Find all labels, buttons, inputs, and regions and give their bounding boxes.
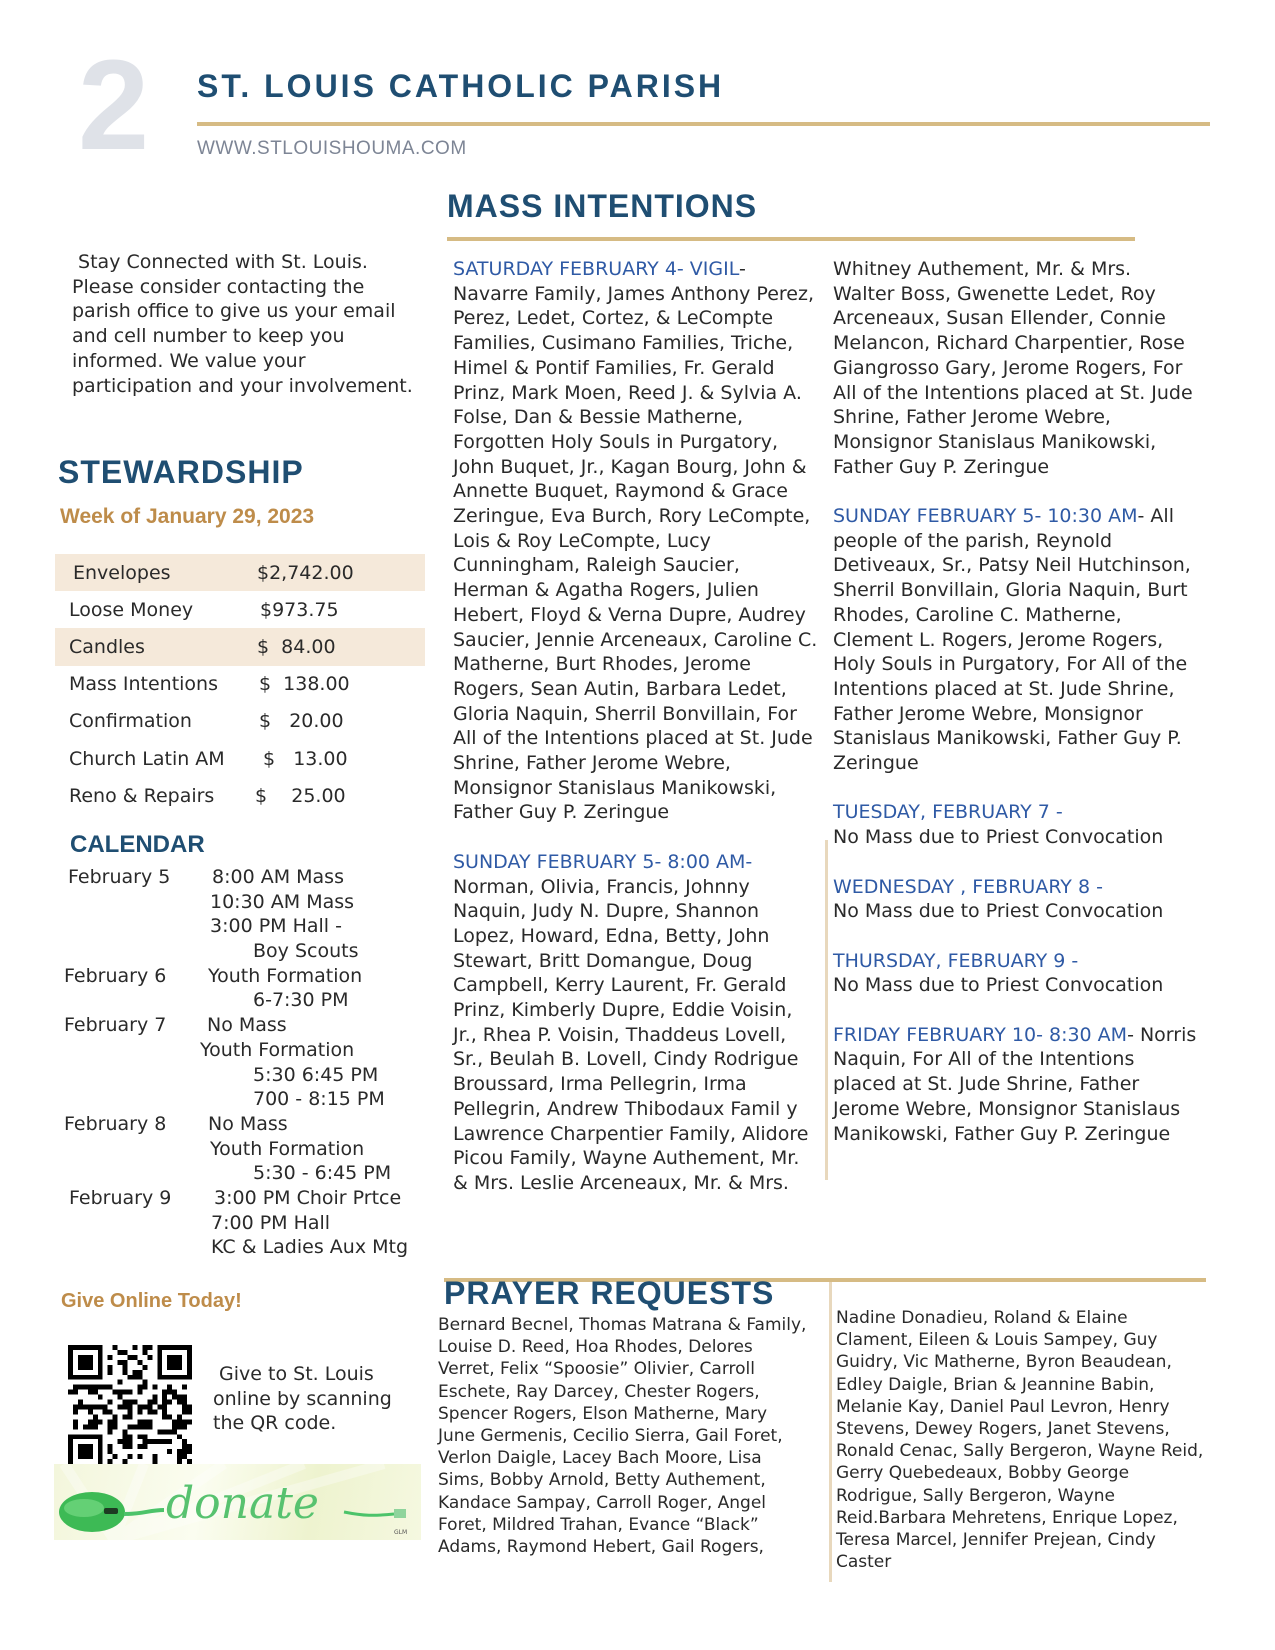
calendar-date: February 9 [69, 1186, 172, 1209]
stewardship-amount: $ 25.00 [255, 784, 346, 807]
intention-names: No Mass due to Priest Convocation [833, 974, 1164, 997]
calendar-event: No Mass [207, 1014, 287, 1037]
stewardship-row [55, 740, 425, 777]
calendar-line [62, 1087, 432, 1112]
stewardship-amount: $ 20.00 [259, 710, 344, 733]
column-divider [825, 840, 828, 1180]
intention-names: No Mass due to Priest Convocation [833, 826, 1164, 849]
stewardship-label: Envelopes [73, 561, 171, 584]
stewardship-row [55, 628, 425, 665]
stewardship-label: Mass Intentions [69, 673, 218, 696]
intention-day: SUNDAY FEBRUARY 5- 10:30 AM [833, 505, 1138, 528]
calendar-event: Boy Scouts [253, 940, 359, 963]
stewardship-table [55, 554, 425, 814]
prayer-requests-heading: PRAYER REQUESTS [444, 1275, 775, 1311]
stewardship-label: Candles [69, 635, 145, 658]
intention-day: TUESDAY, FEBRUARY 7 - [833, 801, 1063, 824]
calendar-line [62, 1186, 432, 1211]
intention-day: SATURDAY FEBRUARY 4- VIGIL [453, 258, 739, 280]
prayer-requests-column-1: Bernard Becnel, Thomas Matrana & Family, Louise D. Reed, Hoa Rhodes, Delores Verret, Felix “Spoosie” Olivier, Carroll Eschete, Ray Darcey, Chester Rogers, Spencer Rogers, Elson Matherne, Mary June Germenis, Cecilio Sierra, Gail Foret, Verlon Daigle, Lacey Bach Moore, Lisa Sims, Bobby Arnold, Betty Authement, Kandace Sampay, Carroll Roger, Angel Foret, Mildred Trahan, Evance “Black” Adams, Raymond Hebert, Gail Rogers, [438, 1315, 807, 1558]
intention-day: WEDNESDAY , FEBRUARY 8 - [833, 875, 1103, 898]
calendar-event: 3:00 PM Choir Prtce [214, 1186, 402, 1209]
calendar-heading: CALENDAR [70, 831, 205, 858]
calendar-line [62, 1235, 432, 1260]
intention-names: - Navarre Family, James Anthony Perez, Perez, Ledet, Cortez, & LeCompte Families, Cusimano Families, Triche, Himel & Pontif Families, Fr. Gerald Prinz, Mark Moen, Reed J. & Sylvia A. Folse, Dan & Bessie Matherne, Forgotten Holy Souls in Purgatory, John Buquet, Jr., Kagan Bourg, John & Annette Buquet, Raymond & Grace Zeringue, Eva Burch, Rory LeCompte, Lois & Roy LeCompte, Lucy Cunningham, Raleigh Saucier, Herman & Agatha Rogers, Julien Hebert, Floyd & Verna Dupre, Audrey Saucier, Jennie Arceneaux, Caroline C. Matherne, Burt Rhodes, Jerome Rogers, Sean Autin, Barbara Ledet, Gloria Naquin, Sherril Bonvillain, For All of the Intentions placed at St. Jude Shrine, Father Jerome Webre, Monsignor Stanislaus Manikowski, Father Guy P. Zeringue [453, 258, 818, 824]
title-divider [197, 122, 1210, 126]
stay-connected-text: Stay Connected with St. Louis. Please consider contacting the parish office to give us your email and cell number to keep you informed. We value your participation and your involvement. [72, 251, 413, 397]
calendar-line [62, 1038, 432, 1063]
intention-block [833, 504, 1198, 776]
intention-block [453, 850, 818, 1196]
stewardship-row [55, 777, 425, 814]
stewardship-week: Week of January 29, 2023 [60, 505, 315, 528]
stewardship-label: Confirmation [69, 710, 192, 733]
stewardship-row [55, 666, 425, 703]
calendar-event: 3:00 PM Hall - [210, 915, 342, 938]
stewardship-amount: $ 84.00 [257, 635, 336, 658]
intention-names: - Norris Naquin, For All of the Intentions placed at St. Jude Shrine, Father Jerome Webre, Monsignor Stanislaus Manikowski, Father Guy P. Zeringue [833, 1023, 1197, 1145]
calendar-line [62, 1211, 432, 1236]
calendar-line [62, 1063, 432, 1088]
intention-names: Whitney Authement, Mr. & Mrs. Walter Boss, Gwenette Ledet, Roy Arceneaux, Susan Ellender, Connie Melancon, Richard Charpentier, Rose Giangrosso Gary, Jerome Rogers, For All of the Intentions placed at St. Jude Shrine, Father Jerome Webre, Monsignor Stanislaus Manikowski, Father Guy P. Zeringue [833, 258, 1193, 478]
parish-title: ST. LOUIS CATHOLIC PARISH [197, 68, 725, 104]
calendar-line [62, 890, 432, 915]
prayer-requests-column-2: Nadine Donadieu, Roland & Elaine Clament, Eileen & Louis Sampey, Guy Guidry, Vic Matherne, Byron Beaudean, Edley Daigle, Brian & Jeannine Babin, Melanie Kay, Daniel Paul Levron, Henry Stevens, Dewey Rogers, Janet Stevens, Ronald Cenac, Sally Bergeron, Wayne Reid, Gerry Quebedeaux, Bobby George Rodrigue, Sally Bergeron, Wayne Reid.Barbara Mehretens, Enrique Lopez, Teresa Marcel, Jennifer Prejean, Cindy Caster [836, 1308, 1204, 1573]
calendar-event: 10:30 AM Mass [210, 890, 355, 913]
calendar-event: Youth Formation [210, 1137, 365, 1160]
stewardship-amount: $ 138.00 [259, 673, 350, 696]
calendar-event: Youth Formation [200, 1038, 355, 1061]
calendar-line [62, 1137, 432, 1162]
stewardship-label: Church Latin AM [69, 747, 225, 770]
intention-block [833, 800, 1198, 849]
intention-day: SUNDAY FEBRUARY 5- 8:00 AM- [453, 850, 753, 873]
intention-names: - All people of the parish, Reynold Detiveaux, Sr., Patsy Neil Hutchinson, Sherril Bonvillain, Gloria Naquin, Burt Rhodes, Caroline C. Matherne, Clement L. Rogers, Jerome Rogers, Holy Souls in Purgatory, For All of the Intentions placed at St. Jude Shrine, Father Jerome Webre, Monsignor Stanislaus Manikowski, Father Guy P. Zeringue [833, 505, 1191, 775]
intention-block [833, 875, 1198, 924]
stewardship-row [55, 554, 425, 591]
qr-code[interactable] [68, 1345, 192, 1469]
intention-block [833, 257, 1198, 479]
stewardship-amount: $ 13.00 [263, 747, 348, 770]
mass-intentions-column-1 [453, 257, 818, 1220]
intention-day: THURSDAY, FEBRUARY 9 - [833, 949, 1079, 972]
stewardship-row [55, 591, 425, 628]
give-online-heading: Give Online Today! [61, 1290, 242, 1312]
mass-intentions-column-2 [833, 257, 1198, 1171]
stewardship-row [55, 703, 425, 740]
calendar-line [62, 964, 432, 989]
calendar-line [62, 1013, 432, 1038]
page-number: 2 [78, 34, 150, 177]
stewardship-label: Loose Money [69, 598, 194, 621]
calendar-date: February 5 [68, 866, 171, 888]
donate-word: donate [166, 1478, 319, 1529]
website-link[interactable]: WWW.STLOUISHOUMA.COM [197, 138, 467, 159]
calendar-date: February 7 [64, 1014, 167, 1037]
column-divider [829, 1282, 832, 1582]
calendar-list [62, 865, 432, 1260]
stewardship-amount: $2,742.00 [257, 561, 354, 584]
calendar-event: 7:00 PM Hall [211, 1211, 331, 1234]
intention-day: FRIDAY FEBRUARY 10- 8:30 AM [833, 1023, 1128, 1046]
calendar-event: KC & Ladies Aux Mtg [211, 1236, 409, 1259]
calendar-line [62, 939, 432, 964]
intention-block [453, 257, 818, 825]
calendar-line [62, 988, 432, 1013]
calendar-line [62, 1161, 432, 1186]
intention-block [833, 1023, 1198, 1147]
calendar-date: February 8 [64, 1112, 167, 1135]
mass-intentions-divider [447, 237, 1135, 241]
intention-block [833, 949, 1198, 998]
calendar-event: 5:30 - 6:45 PM [253, 1162, 392, 1185]
stewardship-heading: STEWARDSHIP [58, 454, 304, 490]
calendar-date: February 6 [64, 964, 167, 987]
donate-banner[interactable] [54, 1464, 421, 1540]
calendar-line [62, 914, 432, 939]
stewardship-label: Reno & Repairs [69, 784, 215, 807]
calendar-line [62, 1112, 432, 1137]
calendar-event: 8:00 AM Mass [212, 866, 344, 888]
give-online-text: Give to St. Louis online by scanning the QR code. [213, 1363, 398, 1435]
stewardship-amount: $973.75 [260, 598, 339, 621]
calendar-event: 6-7:30 PM [253, 989, 349, 1012]
calendar-event: No Mass [208, 1112, 288, 1135]
mass-intentions-heading: MASS INTENTIONS [447, 188, 758, 224]
intention-names: Norman, Olivia, Francis, Johnny Naquin, Judy N. Dupre, Shannon Lopez, Howard, Edna, Betty, John Stewart, Britt Domangue, Doug Campbell, Kerry Laurent, Fr. Gerald Prinz, Kimberly Dupre, Eddie Voisin, Jr., Rhea P. Voisin, Thaddeus Lovell, Sr., Beulah B. Lovell, Cindy Rodrigue Broussard, Irma Pellegrin, Irma Pellegrin, Andrew Thibodaux Famil y Lawrence Charpentier Family, Alidore Picou Family, Wayne Authement, Mr. & Mrs. Leslie Arceneaux, Mr. & Mrs. [453, 875, 809, 1194]
calendar-event: 5:30 6:45 PM [253, 1063, 379, 1086]
calendar-event: Youth Formation [208, 964, 363, 987]
calendar-event: 700 - 8:15 PM [253, 1088, 385, 1111]
banner-tag: GLM [394, 1529, 408, 1536]
intention-names: No Mass due to Priest Convocation [833, 900, 1164, 923]
calendar-line [62, 865, 432, 890]
